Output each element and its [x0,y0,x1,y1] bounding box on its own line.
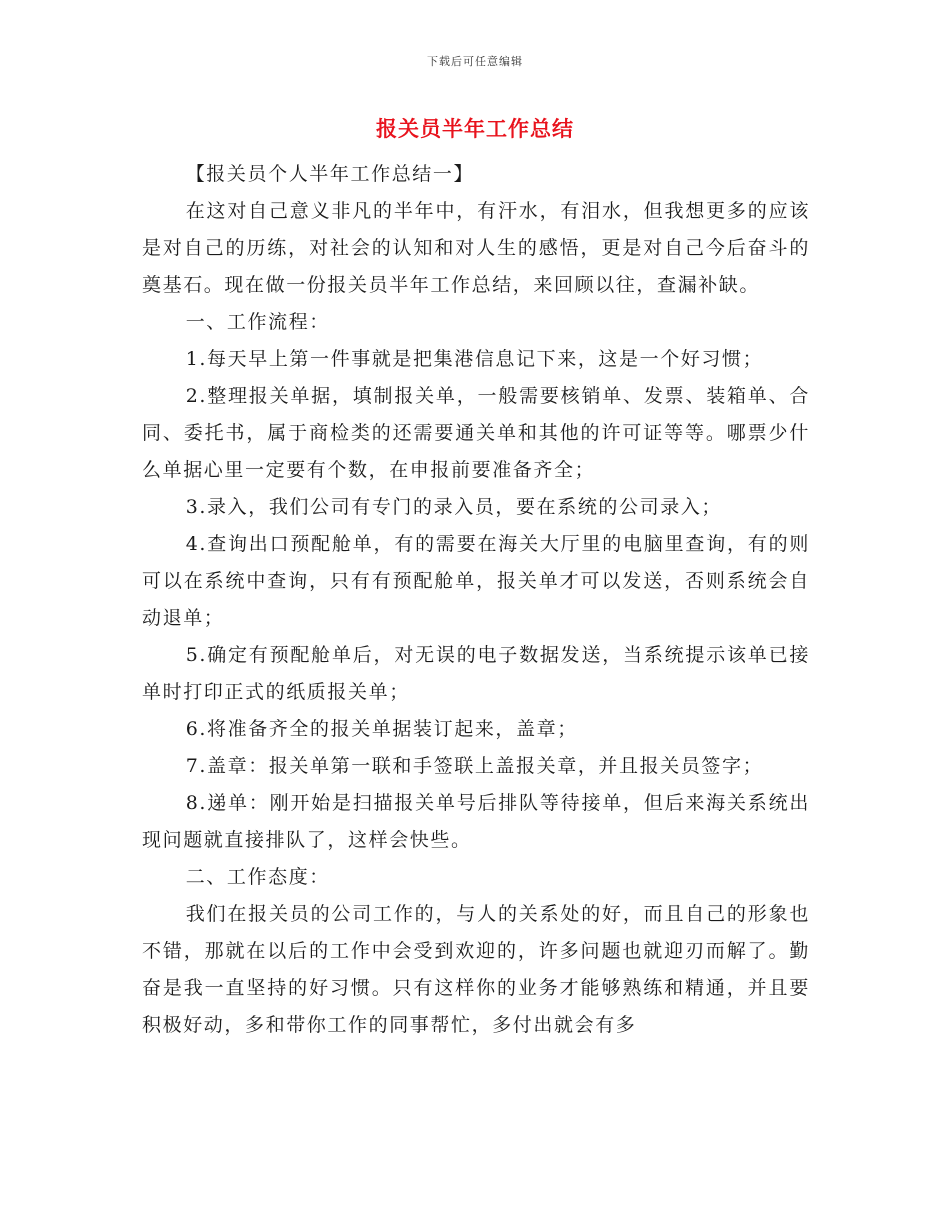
workflow-step-7: 7.盖章：报关单第一联和手签联上盖报关章，并且报关员签字； [185,755,764,777]
intro-paragraph: 在这对自己意义非凡的半年中，有汗水，有泪水，但我想更多的应该是对自己的历练，对社会的认知和对人生的感悟，更是对自己今后奋斗的奠基石。现在做一份报关员半年工作总结，来回顾以往，查漏补缺。 [142,200,810,296]
section-heading-attitude: 二、工作态度： [185,866,330,888]
workflow-step-2: 2.整理报关单据，填制报关单，一般需要核销单、发票、装箱单、合同、委托书，属于商检类的还需要通关单和其他的许可证等等。哪票少什么单据心里一定要有个数，在申报前要准备齐全； [142,385,810,481]
workflow-step-3: 3.录入，我们公司有专门的录入员，要在系统的公司录入； [185,496,723,518]
workflow-step-4: 4.查询出口预配舱单，有的需要在海关大厅里的电脑里查询，有的则可以在系统中查询，只有有预配舱单，报关单才可以发送，否则系统会自动退单； [142,533,810,629]
workflow-step-6: 6.将准备齐全的报关单据装订起来，盖章； [185,718,578,740]
attitude-paragraph: 我们在报关员的公司工作的，与人的关系处的好，而且自己的形象也不错，那就在以后的工作中会受到欢迎的，许多问题也就迎刃而解了。勤奋是我一直坚持的好习惯。只有这样你的业务才能够熟练和精通，并且要积极好动，多和带你工作的同事帮忙，多付出就会有多 [142,903,810,1036]
workflow-step-1: 1.每天早上第一件事就是把集港信息记下来，这是一个好习惯； [185,348,764,370]
document-title: 报关员半年工作总结 [376,116,574,141]
section-heading-workflow: 一、工作流程： [185,311,330,333]
header-note: 下载后可任意编辑 [427,55,523,68]
subtitle-paragraph: 【报关员个人半年工作总结一】 [185,163,475,185]
workflow-step-8: 8.递单：刚开始是扫描报关单号后排队等待接单，但后来海关系统出现问题就直接排队了，这样会快些。 [142,792,810,851]
workflow-step-5: 5.确定有预配舱单后，对无误的电子数据发送，当系统提示该单已接单时打印正式的纸质报关单； [142,644,810,703]
document-body [142,156,810,1044]
